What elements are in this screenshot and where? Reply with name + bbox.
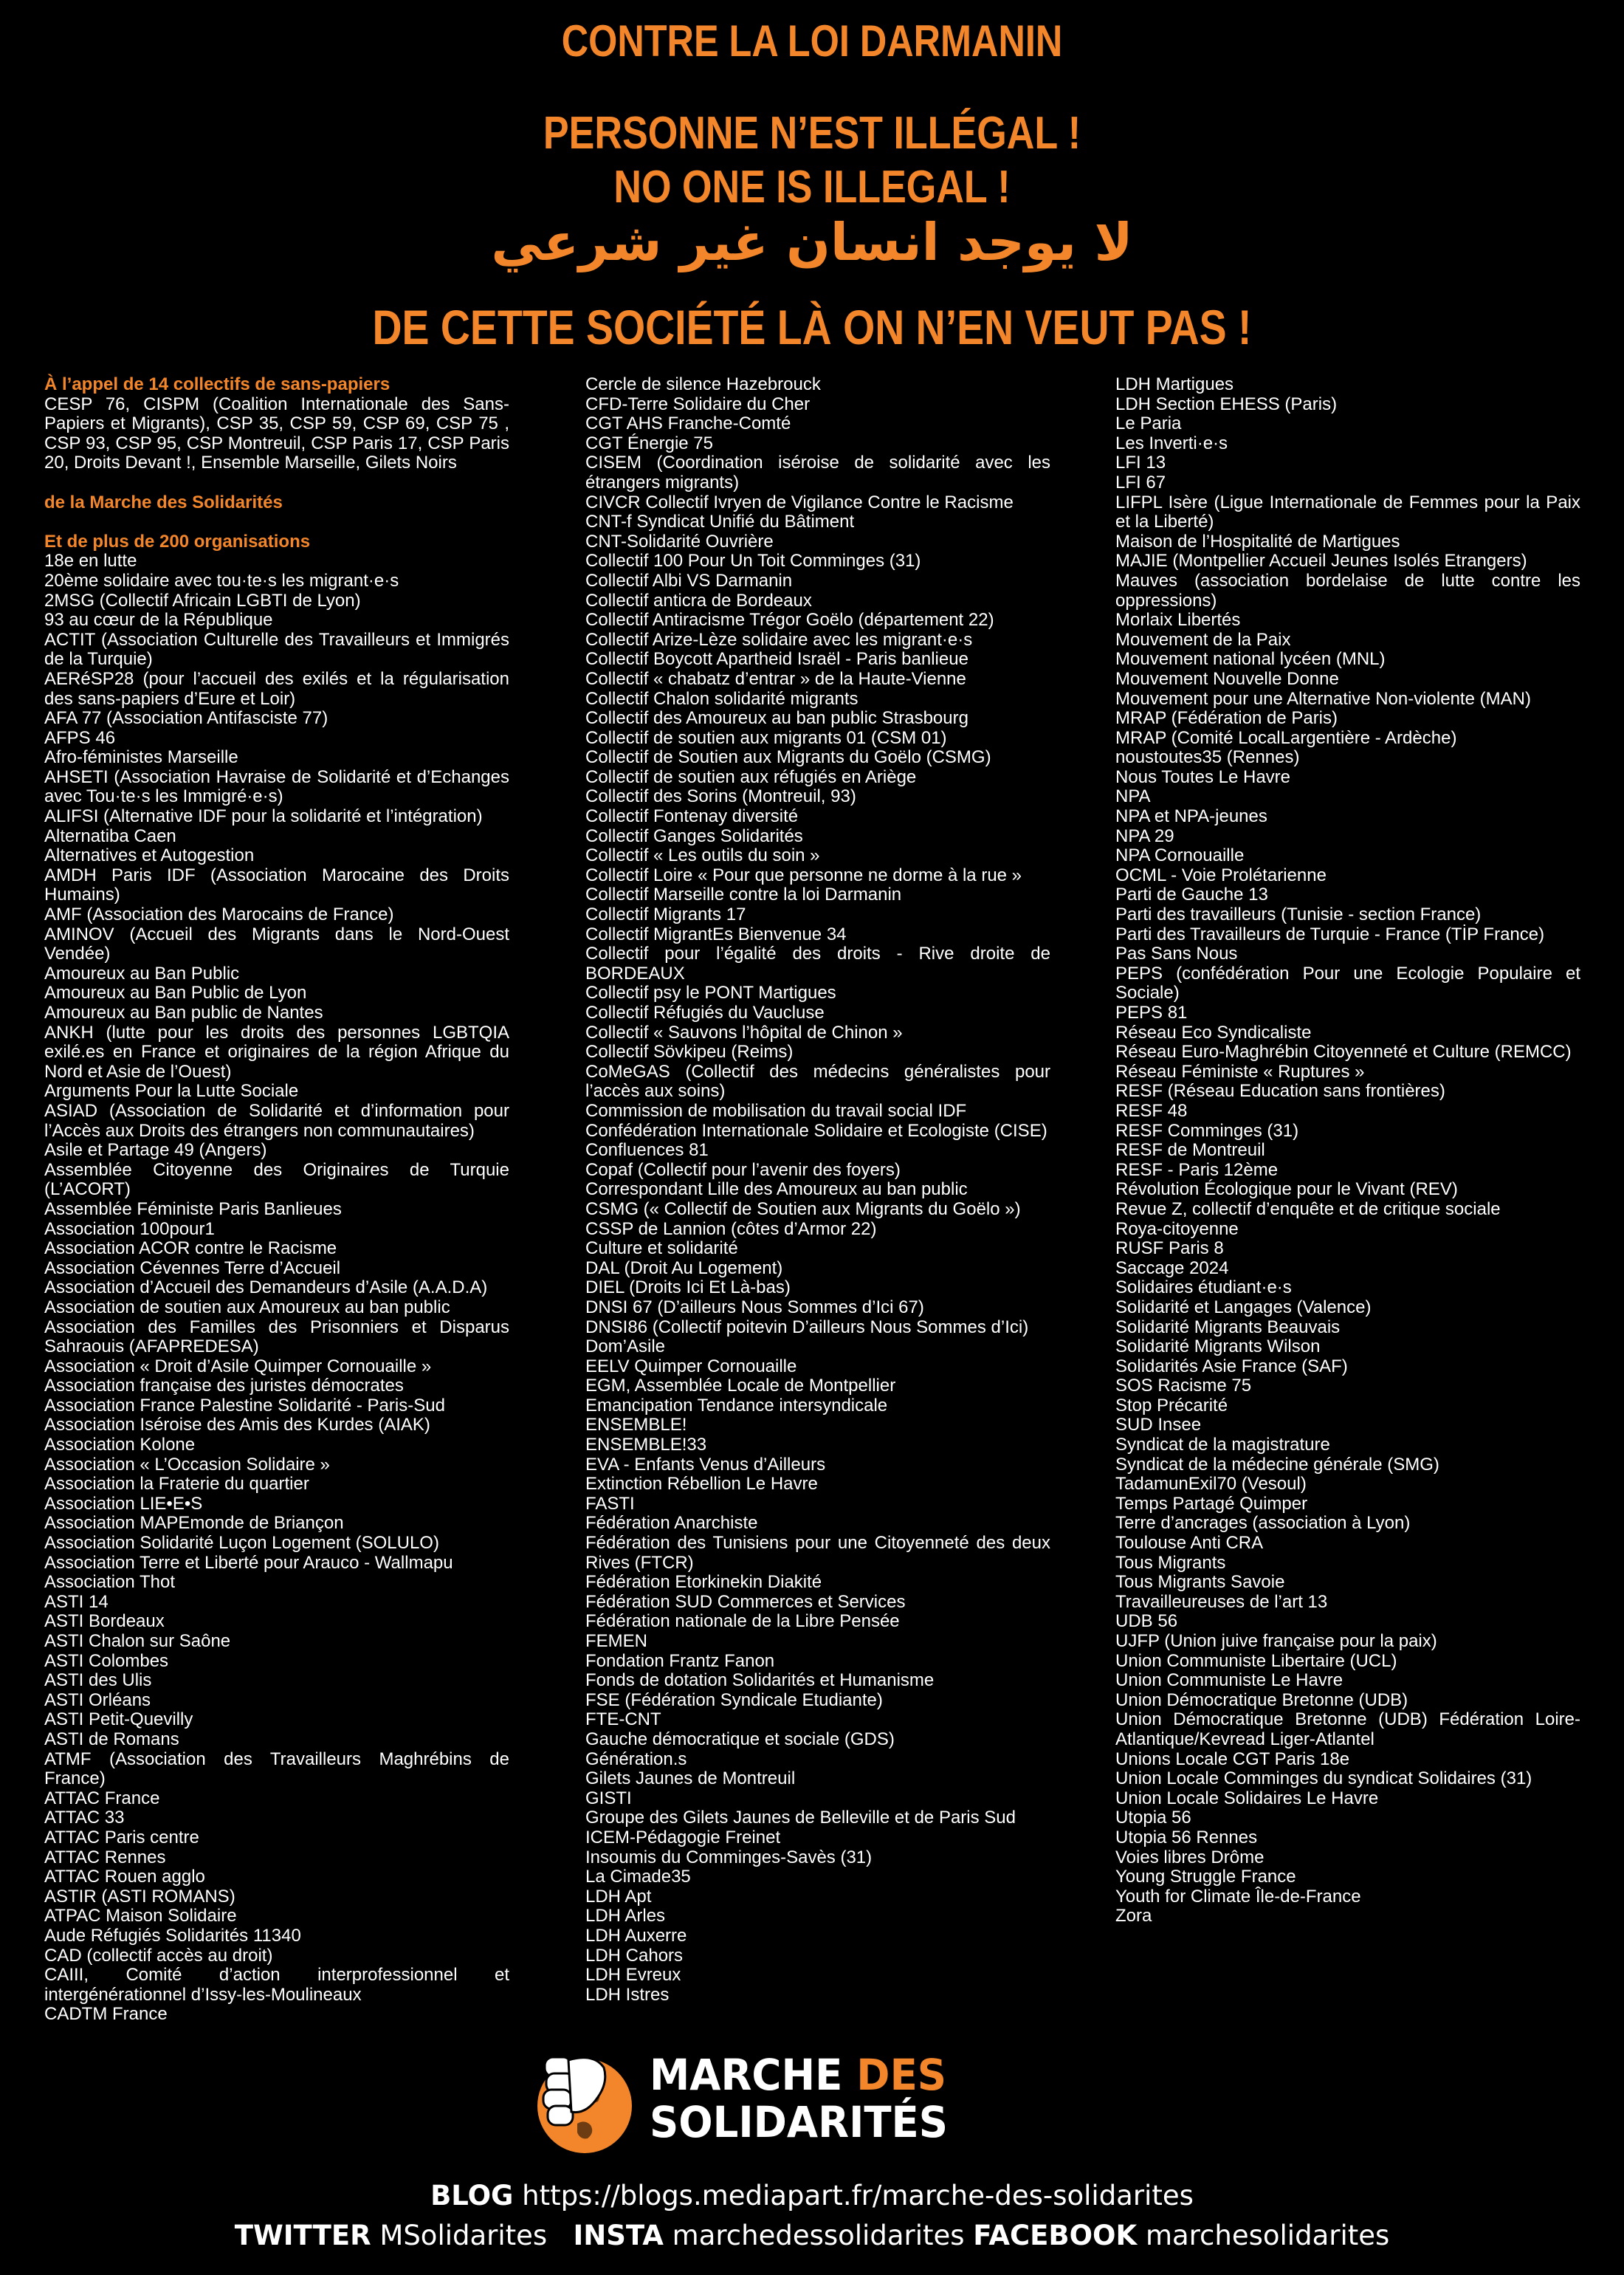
- organisation-item: OCML - Voie Prolétarienne: [1115, 865, 1327, 885]
- organisation-item: Assemblée Citoyenne des Originaires de Turquie (L’ACORT): [44, 1159, 509, 1200]
- organisation-item: NPA: [1115, 786, 1151, 807]
- organisation-item: Collectif Albi VS Darmanin: [585, 570, 793, 591]
- organisation-item: DNSI 67 (D’ailleurs Nous Sommes d’Ici 67): [585, 1297, 924, 1317]
- organisation-item: AMINOV (Accueil des Migrants dans le Nord-Ouest Vendée): [44, 924, 509, 964]
- organisation-item: Collectif « Sauvons l’hôpital de Chinon »: [585, 1022, 903, 1043]
- organisation-item: Collectif Migrants 17: [585, 905, 746, 925]
- organisation-item: ASTI 14: [44, 1591, 109, 1612]
- organisation-item: Unions Locale CGT Paris 18e: [1115, 1749, 1350, 1769]
- organisation-item: Dom’Asile: [585, 1336, 666, 1357]
- organisation-item: Alternatives et Autogestion: [44, 845, 255, 866]
- organisation-item: Collectif de soutien aux migrants 01 (CSM 01): [585, 727, 947, 748]
- insta-label: INSTA: [573, 2220, 664, 2251]
- organisation-item: PEPS 81: [1115, 1003, 1188, 1023]
- organisation-item: Nous Toutes Le Havre: [1115, 766, 1291, 787]
- organisation-item: Parti des travailleurs (Tunisie - section France): [1115, 905, 1482, 925]
- organisation-item: ICEM-Pédagogie Freinet: [585, 1827, 781, 1847]
- organisation-item: Association « Droit d’Asile Quimper Cornouaille »: [44, 1356, 432, 1376]
- organisation-item: Emancipation Tendance intersyndicale: [585, 1395, 888, 1416]
- organisation-item: Collectif des Amoureux au ban public Strasbourg: [585, 708, 968, 729]
- organisation-item: Maison de l’Hospitalité de Martigues: [1115, 531, 1400, 552]
- raised-fist-globe-icon: [526, 2047, 644, 2158]
- organisations-list-2: [585, 375, 1050, 2005]
- organisation-item: Les Inverti·e·s: [1115, 433, 1228, 453]
- organisation-item: Tous Migrants: [1115, 1552, 1226, 1573]
- organisation-item: Association française des juristes démocrates: [44, 1376, 404, 1396]
- organisation-item: 93 au cœur de la République: [44, 610, 273, 631]
- organisation-item: Solidarité Migrants Wilson: [1115, 1336, 1321, 1357]
- organisation-item: Collectif Sövkipeu (Reims): [585, 1042, 794, 1063]
- organisation-item: LDH Cahors: [585, 1945, 684, 1966]
- organisation-item: Réseau Euro-Maghrébin Citoyenneté et Culture (REMCC): [1115, 1042, 1572, 1063]
- organisation-item: NPA Cornouaille: [1115, 845, 1245, 866]
- organisation-item: Collectif « Les outils du soin »: [585, 845, 820, 866]
- logo-word-des: DES: [856, 2050, 947, 2100]
- organisation-item: Collectif Fontenay diversité: [585, 806, 799, 827]
- organisation-item: UDB 56: [1115, 1611, 1178, 1632]
- organisation-item: AFPS 46: [44, 727, 116, 748]
- organisation-item: ANKH (lutte pour les droits des personnes LGBTQIA exilé.es en France et originaires de la région Afrique du Nord et Asie de l’Ouest): [44, 1022, 509, 1082]
- organisation-item: CoMeGAS (Collectif des médecins généralistes pour l’accès aux soins): [585, 1061, 1050, 1102]
- organisation-item: Confédération Internationale Solidaire et Ecologiste (CISE): [585, 1120, 1047, 1141]
- organisation-item: LDH Arles: [585, 1906, 666, 1926]
- organisation-item: CAIII, Comité d’action interprofessionnel et intergénérationnel d’Issy-les-Moulineaux: [44, 1965, 509, 2005]
- organisation-item: Youth for Climate Île-de-France: [1115, 1886, 1361, 1907]
- organisation-item: AMF (Association des Marocains de France): [44, 905, 394, 925]
- organisation-item: ASTI Orléans: [44, 1689, 151, 1710]
- organisation-item: Aude Réfugiés Solidarités 11340: [44, 1925, 301, 1946]
- organisation-item: FSE (Fédération Syndicale Etudiante): [585, 1689, 883, 1710]
- organisation-item: CADTM France: [44, 2004, 168, 2025]
- organisation-item: ATMF (Association des Travailleurs Maghrébins de France): [44, 1749, 509, 1789]
- organisation-item: CISEM (Coordination iséroise de solidarité avec les étrangers migrants): [585, 453, 1050, 493]
- organisation-item: PEPS (confédération Pour une Ecologie Populaire et Sociale): [1115, 963, 1580, 1003]
- organisation-item: ENSEMBLE!33: [585, 1435, 707, 1455]
- organisation-item: Collectif Antiracisme Trégor Goëlo (département 22): [585, 610, 994, 631]
- organisation-item: DNSI86 (Collectif poitevin D’ailleurs Nous Sommes d’Ici): [585, 1317, 1029, 1337]
- organisation-item: FASTI: [585, 1493, 635, 1514]
- organisation-item: Gilets Jaunes de Montreuil: [585, 1768, 796, 1789]
- organisation-item: Association Solidarité Luçon Logement (SOLULO): [44, 1533, 439, 1554]
- organisation-item: Fédération nationale de la Libre Pensée: [585, 1611, 900, 1632]
- organisation-item: Collectif des Sorins (Montreuil, 93): [585, 786, 856, 807]
- footer-blog-line: [0, 2180, 1624, 2211]
- organisation-item: LIFPL Isère (Ligue Internationale de Femmes pour la Paix et la Liberté): [1115, 492, 1580, 532]
- heading-200-organisations: Et de plus de 200 organisations: [44, 531, 311, 552]
- organisation-item: ASIAD (Association de Solidarité et d’information pour l’Accès aux Droits des étrangers non communautaires): [44, 1100, 509, 1141]
- organisation-item: Amoureux au Ban Public: [44, 963, 240, 984]
- organisation-item: Copaf (Collectif pour l’avenir des foyers): [585, 1159, 901, 1180]
- organisation-item: EGM, Assemblée Locale de Montpellier: [585, 1376, 896, 1396]
- organisation-item: ACTIT (Association Culturelle des Travailleurs et Immigrés de la Turquie): [44, 629, 509, 670]
- organisation-item: Fédération Etorkinekin Diakité: [585, 1572, 822, 1593]
- organisation-item: Fédération SUD Commerces et Services: [585, 1591, 906, 1612]
- organisation-item: Association ACOR contre le Racisme: [44, 1238, 337, 1259]
- organisation-item: Toulouse Anti CRA: [1115, 1533, 1264, 1554]
- organisation-item: LDH Evreux: [585, 1965, 681, 1986]
- organisation-item: Réseau Féministe « Ruptures »: [1115, 1061, 1365, 1082]
- organisation-item: Association d’Accueil des Demandeurs d’Asile (A.A.D.A): [44, 1277, 488, 1298]
- organisation-item: AHSETI (Association Havraise de Solidarité et d’Echanges avec Tou·te·s les Immigré·e·s): [44, 766, 509, 807]
- organisation-item: 2MSG (Collectif Africain LGBTI de Lyon): [44, 590, 361, 611]
- organisation-item: Association Thot: [44, 1572, 175, 1593]
- organisation-item: Association de soutien aux Amoureux au ban public: [44, 1297, 450, 1317]
- organisation-item: CGT Énergie 75: [585, 433, 713, 453]
- organisation-item: TadamunExil70 (Vesoul): [1115, 1474, 1307, 1495]
- organisation-item: Mouvement national lycéen (MNL): [1115, 649, 1386, 670]
- organisation-item: DIEL (Droits Ici Et Là-bas): [585, 1277, 791, 1298]
- organisation-item: RESF (Réseau Education sans frontières): [1115, 1081, 1445, 1102]
- organisation-item: Roya-citoyenne: [1115, 1218, 1239, 1239]
- organisation-item: La Cimade35: [585, 1867, 691, 1887]
- blog-label: BLOG: [430, 2180, 514, 2211]
- organisation-item: DAL (Droit Au Logement): [585, 1257, 783, 1278]
- organisation-item: Fonds de dotation Solidarités et Humanisme: [585, 1670, 935, 1691]
- organisation-item: Collectif psy le PONT Martigues: [585, 983, 836, 1003]
- organisation-item: Union Locale Comminges du syndicat Solidaires (31): [1115, 1768, 1532, 1789]
- organisation-item: ENSEMBLE!: [585, 1415, 687, 1435]
- facebook-link[interactable]: marchesolidarites: [1145, 2220, 1390, 2251]
- organisation-item: Association MAPEmonde de Briançon: [44, 1513, 344, 1534]
- organisations-list-1: [44, 552, 509, 2025]
- organisation-item: Young Struggle France: [1115, 1867, 1296, 1887]
- organisation-item: CSSP de Lannion (côtes d’Armor 22): [585, 1218, 877, 1239]
- organisation-item: Fédération des Tunisiens pour une Citoyenneté des deux Rives (FTCR): [585, 1533, 1050, 1573]
- organisation-item: Association « L’Occasion Solidaire »: [44, 1454, 330, 1475]
- organisation-item: Mouvement de la Paix: [1115, 629, 1291, 650]
- slogan-french: PERSONNE N’EST ILLÉGAL !: [543, 108, 1081, 159]
- organisation-item: CNT-f Syndicat Unifié du Bâtiment: [585, 512, 855, 532]
- organisation-item: NPA 29: [1115, 826, 1174, 846]
- organisation-item: ASTI de Romans: [44, 1729, 179, 1749]
- signatories-column-3: [1115, 375, 1580, 1926]
- organisation-item: Mauves (association bordelaise de lutte contre les oppressions): [1115, 570, 1580, 611]
- organisation-item: Asile et Partage 49 (Angers): [44, 1140, 267, 1161]
- organisation-item: MRAP (Fédération de Paris): [1115, 708, 1338, 729]
- heading-collectifs-sans-papiers: À l’appel de 14 collectifs de sans-papiers: [44, 374, 390, 394]
- organisation-item: noustoutes35 (Rennes): [1115, 747, 1300, 768]
- organisation-item: ASTI des Ulis: [44, 1670, 152, 1691]
- organisation-item: Union Locale Solidaires Le Havre: [1115, 1788, 1379, 1808]
- organisation-item: UJFP (Union juive française pour la paix): [1115, 1631, 1437, 1651]
- organisation-item: Tous Migrants Savoie: [1115, 1572, 1285, 1593]
- logo-wordmark: [650, 2051, 948, 2146]
- organisation-item: ATTAC 33: [44, 1808, 125, 1828]
- organisation-item: 20ème solidaire avec tou·te·s les migrant·e·s: [44, 570, 399, 591]
- organisation-item: CNT-Solidarité Ouvrière: [585, 531, 774, 552]
- organisation-item: Extinction Rébellion Le Havre: [585, 1474, 818, 1495]
- organisation-item: Association la Fraterie du quartier: [44, 1474, 309, 1495]
- organisation-item: Révolution Écologique pour le Vivant (REV): [1115, 1179, 1458, 1200]
- organisation-item: Collectif de soutien aux réfugiés en Ariège: [585, 766, 917, 787]
- organisation-item: Groupe des Gilets Jaunes de Belleville et de Paris Sud: [585, 1808, 1016, 1828]
- organisation-item: Revue Z, collectif d’enquête et de critique sociale: [1115, 1198, 1501, 1219]
- organisation-item: LFI 67: [1115, 472, 1166, 493]
- organisation-item: Association 100pour1: [44, 1218, 215, 1239]
- organisation-item: AMDH Paris IDF (Association Marocaine des Droits Humains): [44, 865, 509, 905]
- organisation-item: AFA 77 (Association Antifasciste 77): [44, 708, 328, 729]
- facebook-label: FACEBOOK: [973, 2220, 1138, 2251]
- organisation-item: CSMG (« Collectif de Soutien aux Migrants du Goëlo »): [585, 1198, 1021, 1219]
- organisation-item: Utopia 56: [1115, 1808, 1191, 1828]
- organisation-item: Solidarité et Langages (Valence): [1115, 1297, 1372, 1317]
- organisation-item: SUD Insee: [1115, 1415, 1202, 1435]
- organisation-item: Utopia 56 Rennes: [1115, 1827, 1258, 1847]
- organisation-item: ATTAC Rennes: [44, 1847, 166, 1867]
- organisation-item: Saccage 2024: [1115, 1257, 1229, 1278]
- organisation-item: Syndicat de la médecine générale (SMG): [1115, 1454, 1439, 1475]
- organisation-item: Fondation Frantz Fanon: [585, 1650, 775, 1671]
- organisation-item: Gauche démocratique et sociale (GDS): [585, 1729, 895, 1749]
- marche-des-solidarites-logo: [526, 2047, 968, 2158]
- organisation-item: Solidarité Migrants Beauvais: [1115, 1317, 1341, 1337]
- organisation-item: RESF Comminges (31): [1115, 1120, 1299, 1141]
- heading-marche-des-solidarites: de la Marche des Solidarités: [44, 492, 283, 512]
- organisation-item: 18e en lutte: [44, 551, 137, 572]
- organisation-item: Parti des Travailleurs de Turquie - France (TİP France): [1115, 924, 1545, 944]
- organisation-item: Association LIE•E•S: [44, 1493, 203, 1514]
- organisation-item: ATPAC Maison Solidaire: [44, 1906, 237, 1926]
- blog-link[interactable]: https://blogs.mediapart.fr/marche-des-solidarites: [522, 2180, 1194, 2211]
- title-contre-loi-darmanin: CONTRE LA LOI DARMANIN: [561, 16, 1063, 66]
- organisation-item: ATTAC Paris centre: [44, 1827, 199, 1847]
- organisation-item: NPA et NPA-jeunes: [1115, 806, 1267, 827]
- organisation-item: CIVCR Collectif Ivryen de Vigilance Contre le Racisme: [585, 492, 1014, 512]
- organisation-item: Collectif Chalon solidarité migrants: [585, 688, 859, 709]
- logo-word-marche: MARCHE: [650, 2050, 843, 2100]
- organisation-item: Collectif Ganges Solidarités: [585, 826, 803, 846]
- organisation-item: Collectif Réfugiés du Vaucluse: [585, 1003, 825, 1023]
- organisation-item: Collectif Marseille contre la loi Darmanin: [585, 885, 902, 905]
- organisation-item: Mouvement Nouvelle Donne: [1115, 668, 1339, 689]
- organisation-item: RESF de Montreuil: [1115, 1140, 1265, 1161]
- organisation-item: SOS Racisme 75: [1115, 1376, 1252, 1396]
- organisation-item: Assemblée Féministe Paris Banlieues: [44, 1198, 342, 1219]
- organisation-item: ATTAC France: [44, 1788, 160, 1808]
- organisation-item: Cercle de silence Hazebrouck: [585, 374, 821, 394]
- organisation-item: Solidarités Asie France (SAF): [1115, 1356, 1348, 1376]
- organisation-item: Association des Familles des Prisonniers et Disparus Sahraouis (AFAPREDESA): [44, 1317, 509, 1357]
- organisation-item: EVA - Enfants Venus d’Ailleurs: [585, 1454, 826, 1475]
- organisation-item: ASTI Colombes: [44, 1650, 169, 1671]
- organisation-item: Union Démocratique Bretonne (UDB) Fédération Loire-Atlantique/Kevread Liger-Atlantel: [1115, 1709, 1580, 1749]
- organisation-item: Pas Sans Nous: [1115, 944, 1238, 964]
- footer-social-line: [0, 2220, 1624, 2251]
- organisation-item: GISTI: [585, 1788, 632, 1808]
- organisation-item: Réseau Eco Syndicaliste: [1115, 1022, 1312, 1043]
- organisation-item: Arguments Pour la Lutte Sociale: [44, 1081, 299, 1102]
- organisation-item: Amoureux au Ban public de Nantes: [44, 1003, 323, 1023]
- organisation-item: Union Démocratique Bretonne (UDB): [1115, 1689, 1408, 1710]
- organisation-item: ASTI Chalon sur Saône: [44, 1631, 231, 1651]
- organisation-item: Commission de mobilisation du travail social IDF: [585, 1100, 967, 1121]
- organisation-item: Collectif Arize-Lèze solidaire avec les migrant·e·s: [585, 629, 973, 650]
- organisation-item: EELV Quimper Cornouaille: [585, 1356, 797, 1376]
- organisation-item: Association Cévennes Terre d’Accueil: [44, 1257, 341, 1278]
- organisation-item: ALIFSI (Alternative IDF pour la solidarité et l’intégration): [44, 806, 483, 827]
- organisation-item: Voies libres Drôme: [1115, 1847, 1265, 1867]
- organisation-item: Morlaix Libertés: [1115, 610, 1241, 631]
- organisation-item: Association Kolone: [44, 1435, 196, 1455]
- organisation-item: LDH Istres: [585, 1984, 670, 2005]
- organisation-item: Collectif pour l’égalité des droits - Rive droite de BORDEAUX: [585, 944, 1050, 984]
- organisation-item: CFD-Terre Solidaire du Cher: [585, 394, 811, 414]
- slogan-societe: DE CETTE SOCIÉTÉ LÀ ON N’EN VEUT PAS !: [372, 300, 1252, 354]
- organisation-item: Fédération Anarchiste: [585, 1513, 758, 1534]
- organisation-item: Collectif 100 Pour Un Toit Comminges (31): [585, 551, 921, 572]
- organisation-item: Association Terre et Liberté pour Arauco - Wallmapu: [44, 1552, 453, 1573]
- organisation-item: Stop Précarité: [1115, 1395, 1228, 1416]
- organisation-item: Collectif Loire « Pour que personne ne dorme à la rue »: [585, 865, 1022, 885]
- organisation-item: Insoumis du Comminges-Savès (31): [585, 1847, 873, 1867]
- organisation-item: Mouvement pour une Alternative Non-violente (MAN): [1115, 688, 1531, 709]
- organisation-item: RESF - Paris 12ème: [1115, 1159, 1279, 1180]
- organisation-item: Confluences 81: [585, 1140, 709, 1161]
- organisation-item: Terre d’ancrages (association à Lyon): [1115, 1513, 1411, 1534]
- slogan-english: NO ONE IS ILLEGAL !: [613, 162, 1011, 213]
- organisation-item: Union Communiste Libertaire (UCL): [1115, 1650, 1397, 1671]
- organisation-item: ASTI Petit-Quevilly: [44, 1709, 193, 1730]
- organisations-list-3: [1115, 375, 1580, 1926]
- organisation-item: MRAP (Comité LocalLargentière - Ardèche): [1115, 727, 1457, 748]
- insta-link[interactable]: marchedessolidarites: [672, 2220, 965, 2251]
- organisation-item: Association France Palestine Solidarité - Paris-Sud: [44, 1395, 445, 1416]
- organisation-item: Le Paria: [1115, 414, 1182, 434]
- organisation-item: LFI 13: [1115, 453, 1166, 473]
- organisation-item: FEMEN: [585, 1631, 647, 1651]
- organisation-item: Afro-féministes Marseille: [44, 747, 238, 768]
- organisation-item: Collectif MigrantEs Bienvenue 34: [585, 924, 847, 944]
- collectifs-list: CESP 76, CISPM (Coalition Internationale des Sans-Papiers et Migrants), CSP 35, CSP 59, CSP 69, CSP 75 , CSP 93, CSP 95, CSP Montreuil, CSP Paris 17, CSP Paris 20, Droits Devant !, Ensemble Marseille, Gilets Noirs: [44, 394, 509, 473]
- organisation-item: RESF 48: [1115, 1100, 1188, 1121]
- organisation-item: Collectif anticra de Bordeaux: [585, 590, 812, 611]
- organisation-item: ATTAC Rouen agglo: [44, 1867, 205, 1887]
- organisation-item: AERéSP28 (pour l’accueil des exilés et la régularisation des sans-papiers d’Eure et Loir): [44, 668, 509, 709]
- slogan-arabic: لا يوجد انسان غير شرعي: [491, 212, 1133, 272]
- logo-word-solidarites: SOLIDARITÉS: [650, 2097, 949, 2147]
- organisation-item: Correspondant Lille des Amoureux au ban public: [585, 1179, 968, 1200]
- organisation-item: Collectif « chabatz d’entrar » de la Haute-Vienne: [585, 668, 966, 689]
- organisation-item: LDH Martigues: [1115, 374, 1234, 394]
- twitter-label: TWITTER: [234, 2220, 371, 2251]
- organisation-item: Travailleureuses de l’art 13: [1115, 1591, 1328, 1612]
- organisation-item: LDH Section EHESS (Paris): [1115, 394, 1338, 414]
- organisation-item: CAD (collectif accès au droit): [44, 1945, 273, 1966]
- signatories-column-2: [585, 375, 1050, 2005]
- organisation-item: Génération.s: [585, 1749, 687, 1769]
- organisation-item: LDH Apt: [585, 1886, 652, 1907]
- organisation-item: FTE-CNT: [585, 1709, 661, 1730]
- organisation-item: Collectif de Soutien aux Migrants du Goëlo (CSMG): [585, 747, 991, 768]
- organisation-item: Alternatiba Caen: [44, 826, 176, 846]
- organisation-item: Amoureux au Ban Public de Lyon: [44, 983, 307, 1003]
- organisation-item: Zora: [1115, 1906, 1152, 1926]
- organisation-item: LDH Auxerre: [585, 1925, 687, 1946]
- organisation-item: Culture et solidarité: [585, 1238, 738, 1259]
- organisation-item: Parti de Gauche 13: [1115, 885, 1268, 905]
- organisation-item: Collectif Boycott Apartheid Israël - Paris banlieue: [585, 649, 968, 670]
- organisation-item: Association Iséroise des Amis des Kurdes (AIAK): [44, 1415, 430, 1435]
- organisation-item: Temps Partagé Quimper: [1115, 1493, 1308, 1514]
- signatories-column-1: [44, 375, 509, 2025]
- organisation-item: Union Communiste Le Havre: [1115, 1670, 1343, 1691]
- organisation-item: ASTIR (ASTI ROMANS): [44, 1886, 235, 1907]
- organisation-item: ASTI Bordeaux: [44, 1611, 165, 1632]
- organisation-item: Solidaires étudiant·e·s: [1115, 1277, 1292, 1298]
- organisation-item: Syndicat de la magistrature: [1115, 1435, 1330, 1455]
- twitter-link[interactable]: MSolidarites: [379, 2220, 548, 2251]
- organisation-item: RUSF Paris 8: [1115, 1238, 1224, 1259]
- organisation-item: CGT AHS Franche-Comté: [585, 414, 791, 434]
- organisation-item: MAJIE (Montpellier Accueil Jeunes Isolés Etrangers): [1115, 551, 1527, 572]
